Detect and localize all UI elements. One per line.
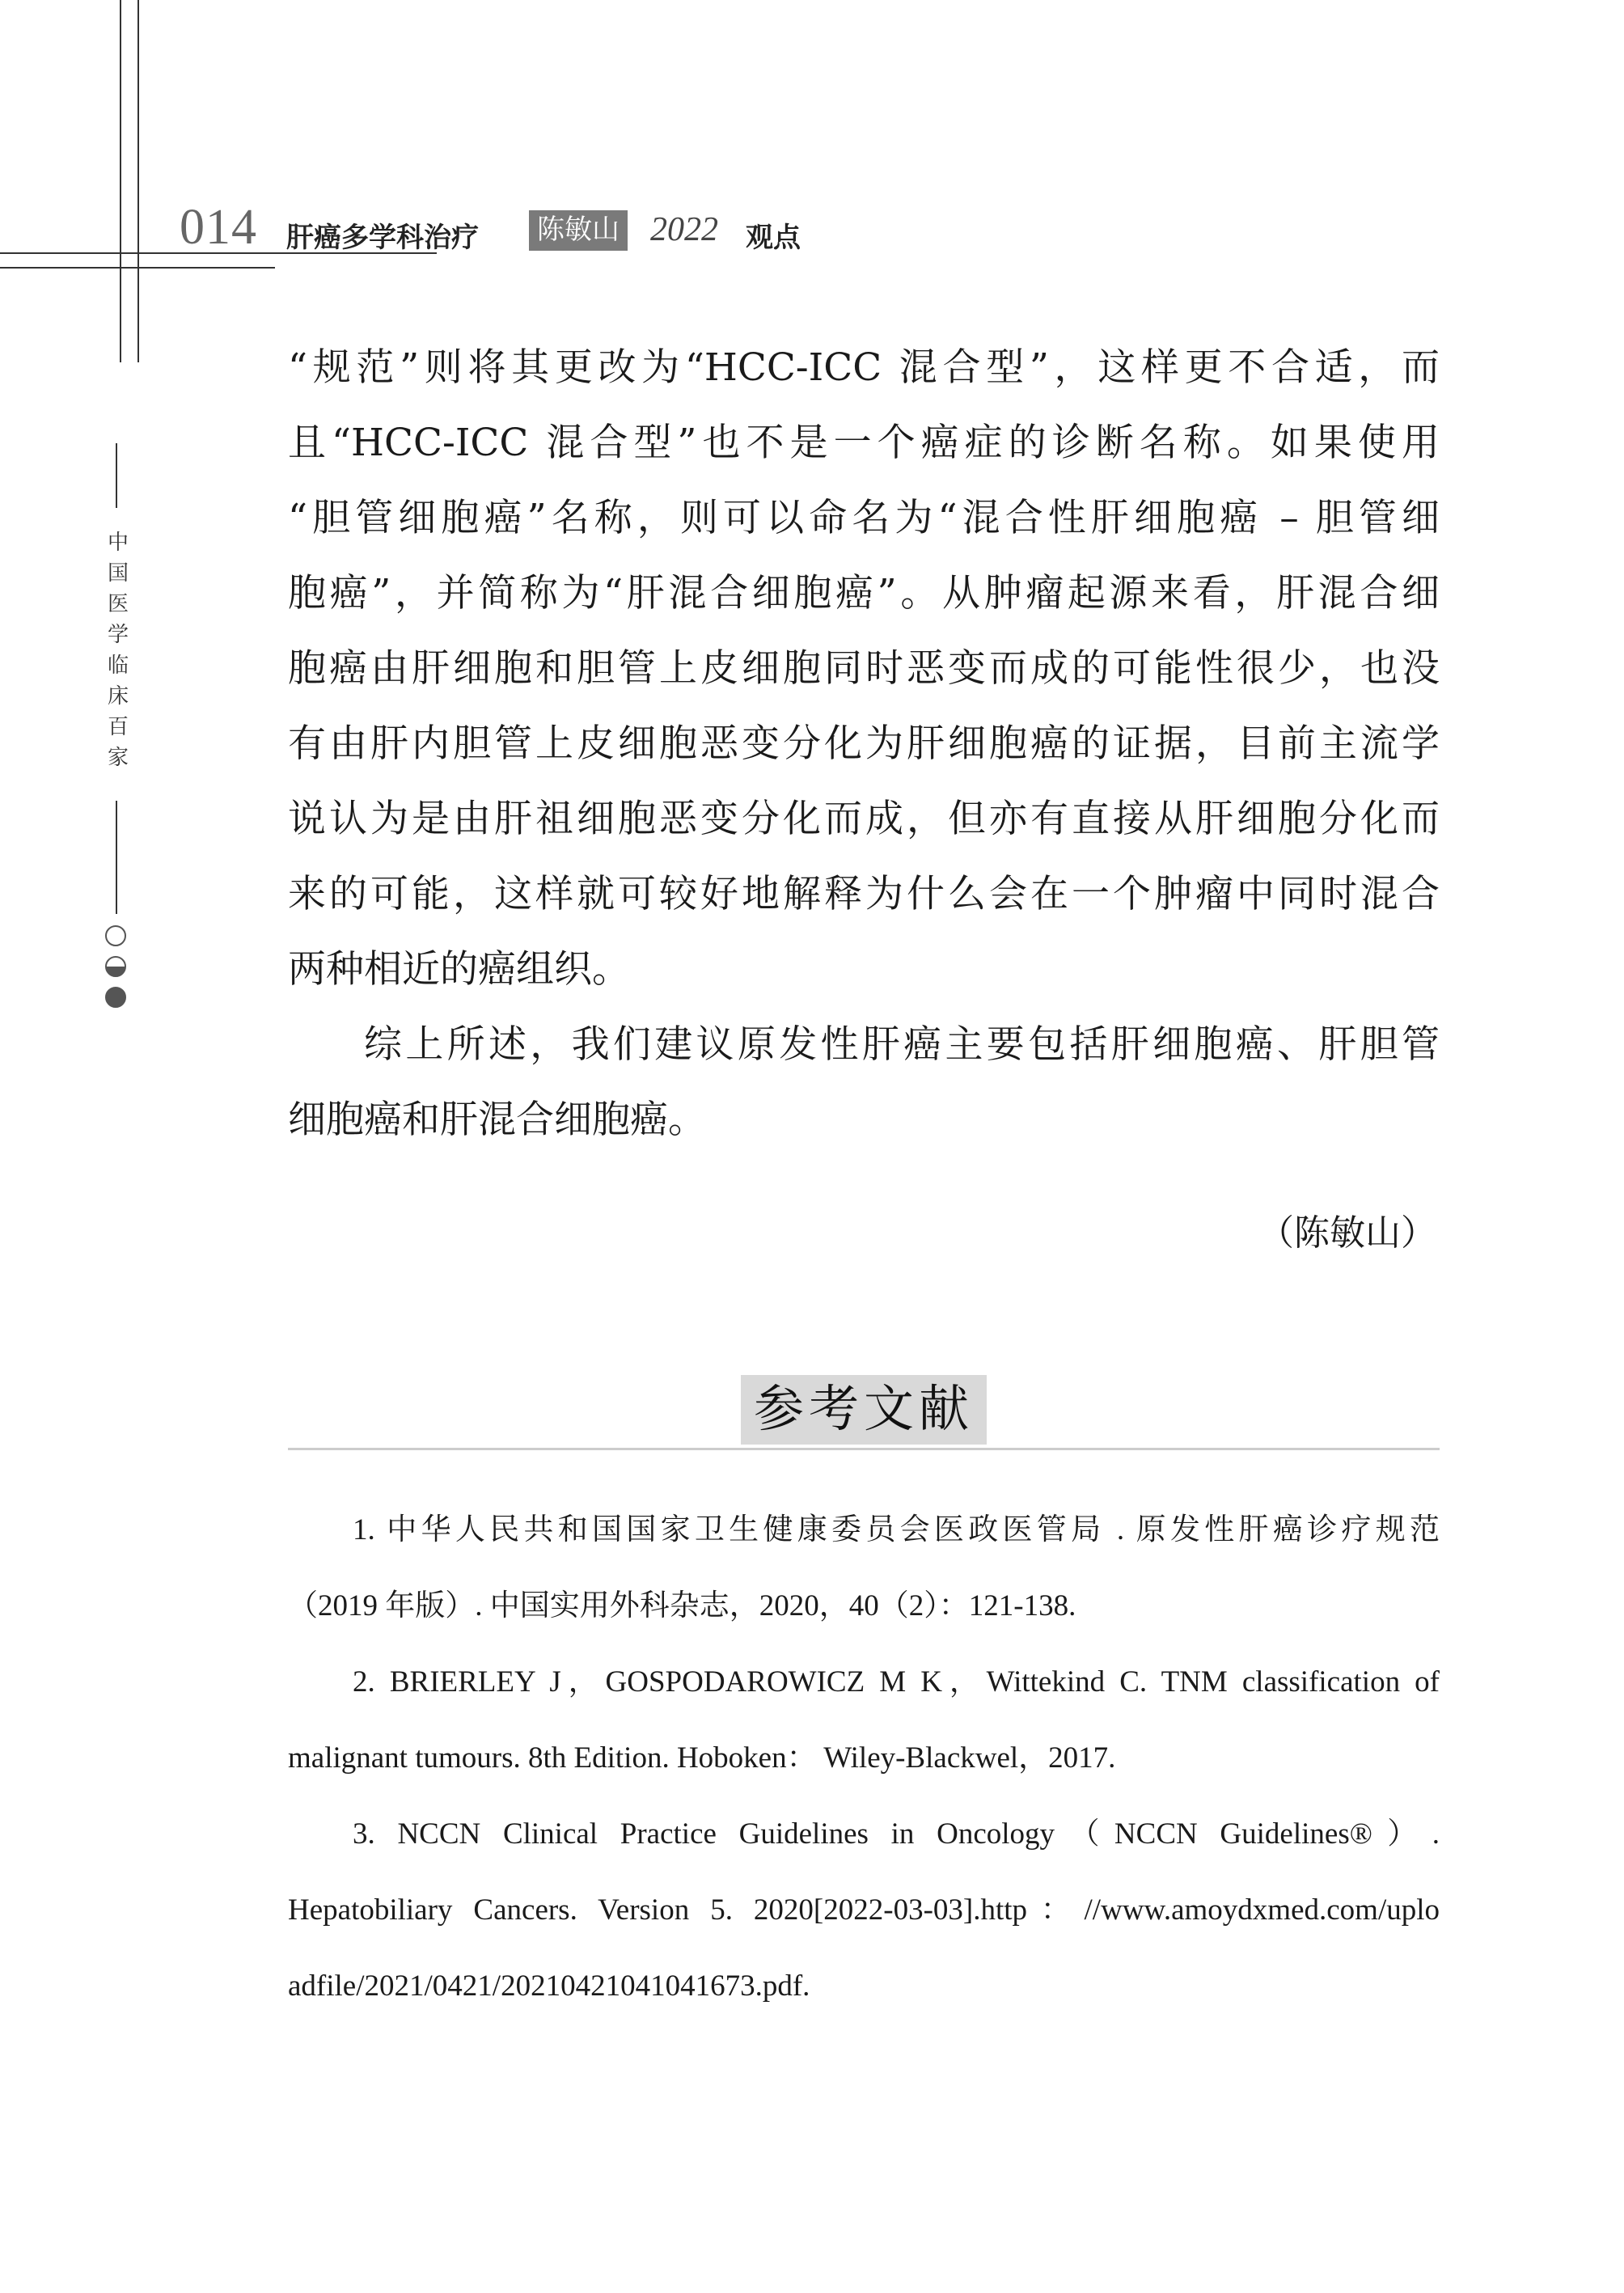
reference-line: 3. NCCN Clinical Practice Guidelines in Oncology（NCCN Guidelines®）. (353, 1817, 1440, 1851)
reference-line: Hepatobiliary Cancers. Version 5. 2020[2022-03-03].http：//www.amoydxmed.com/uplo (288, 1893, 1440, 1927)
series-char: 学 (107, 623, 129, 647)
reference-line: （2019 年版）. 中国实用外科杂志，2020，40（2）：121-138. (288, 1589, 1076, 1622)
text-line: 细胞癌和肝混合细胞癌。 (288, 1098, 706, 1142)
author-signature: （陈敏山） (1258, 1212, 1436, 1254)
text-line: “胆管细胞癌”名称，则可以命名为“混合性肝细胞癌 – 胆管细 (288, 496, 1440, 540)
text-line: 来的可能，这样就可较好地解释为什么会在一个肿瘤中同时混合 (288, 872, 1440, 916)
series-char: 临 (107, 654, 129, 678)
text-line: 说认为是由肝祖细胞恶变分化而成，但亦有直接从肝细胞分化而 (288, 797, 1440, 841)
text-line: 两种相近的癌组织。 (288, 947, 630, 992)
text-line: “规范”则将其更改为“HCC-ICC 混合型”，这样更不合适，而 (288, 345, 1440, 390)
series-title (102, 527, 134, 773)
sidebar-rule-bottom (116, 801, 117, 914)
reference-line: 1. 中华人民共和国国家卫生健康委员会医政医管局 . 原发性肝癌诊疗规范 (353, 1513, 1440, 1546)
series-char: 中 (107, 531, 129, 555)
sidebar-rule-top (116, 443, 117, 508)
reference-line: adfile/2021/0421/20210421041041673.pdf. (288, 1969, 810, 2003)
text-line: 综上所述，我们建议原发性肝癌主要包括肝细胞癌、肝胆管 (364, 1022, 1440, 1067)
references-heading: 参考文献 (741, 1375, 987, 1445)
header-suffix: 观点 (746, 222, 801, 254)
book-title: 肝癌多学科治疗 (286, 222, 479, 254)
series-char: 百 (107, 715, 129, 739)
filled-circle-icon (105, 987, 126, 1008)
series-char: 床 (107, 684, 129, 709)
body-text (288, 330, 1440, 1157)
text-line: 胞癌”，并简称为“肝混合细胞癌”。从肿瘤起源来看，肝混合细 (288, 571, 1440, 616)
empty-circle-icon (105, 925, 126, 946)
references-heading-area (288, 1375, 1440, 1448)
half-circle-icon (105, 956, 126, 977)
vertical-rule-right (137, 0, 139, 362)
references-rule (288, 1448, 1440, 1450)
header-rule-bottom (0, 267, 275, 269)
text-line: 有由肝内胆管上皮细胞恶变分化为肝细胞癌的证据，目前主流学 (288, 721, 1440, 766)
text-line: 且“HCC-ICC 混合型”也不是一个癌症的诊断名称。如果使用 (288, 421, 1440, 465)
text-line: 胞癌由肝细胞和胆管上皮细胞同时恶变而成的可能性很少，也没 (288, 646, 1440, 691)
header-author: 陈敏山 (529, 210, 628, 251)
vertical-rule-left (120, 0, 121, 362)
series-char: 国 (107, 561, 129, 586)
reference-line: malignant tumours. 8th Edition. Hoboken： Wiley-Blackwel，2017. (288, 1741, 1116, 1775)
series-char: 家 (107, 746, 129, 770)
series-char: 医 (107, 592, 129, 616)
reference-line: 2. BRIERLEY J，GOSPODAROWICZ M K，Wittekind C. TNM classification of (353, 1665, 1440, 1699)
page-number: 014 (180, 200, 257, 255)
references-list (288, 1492, 1440, 2024)
header-year: 2022 (650, 211, 718, 248)
